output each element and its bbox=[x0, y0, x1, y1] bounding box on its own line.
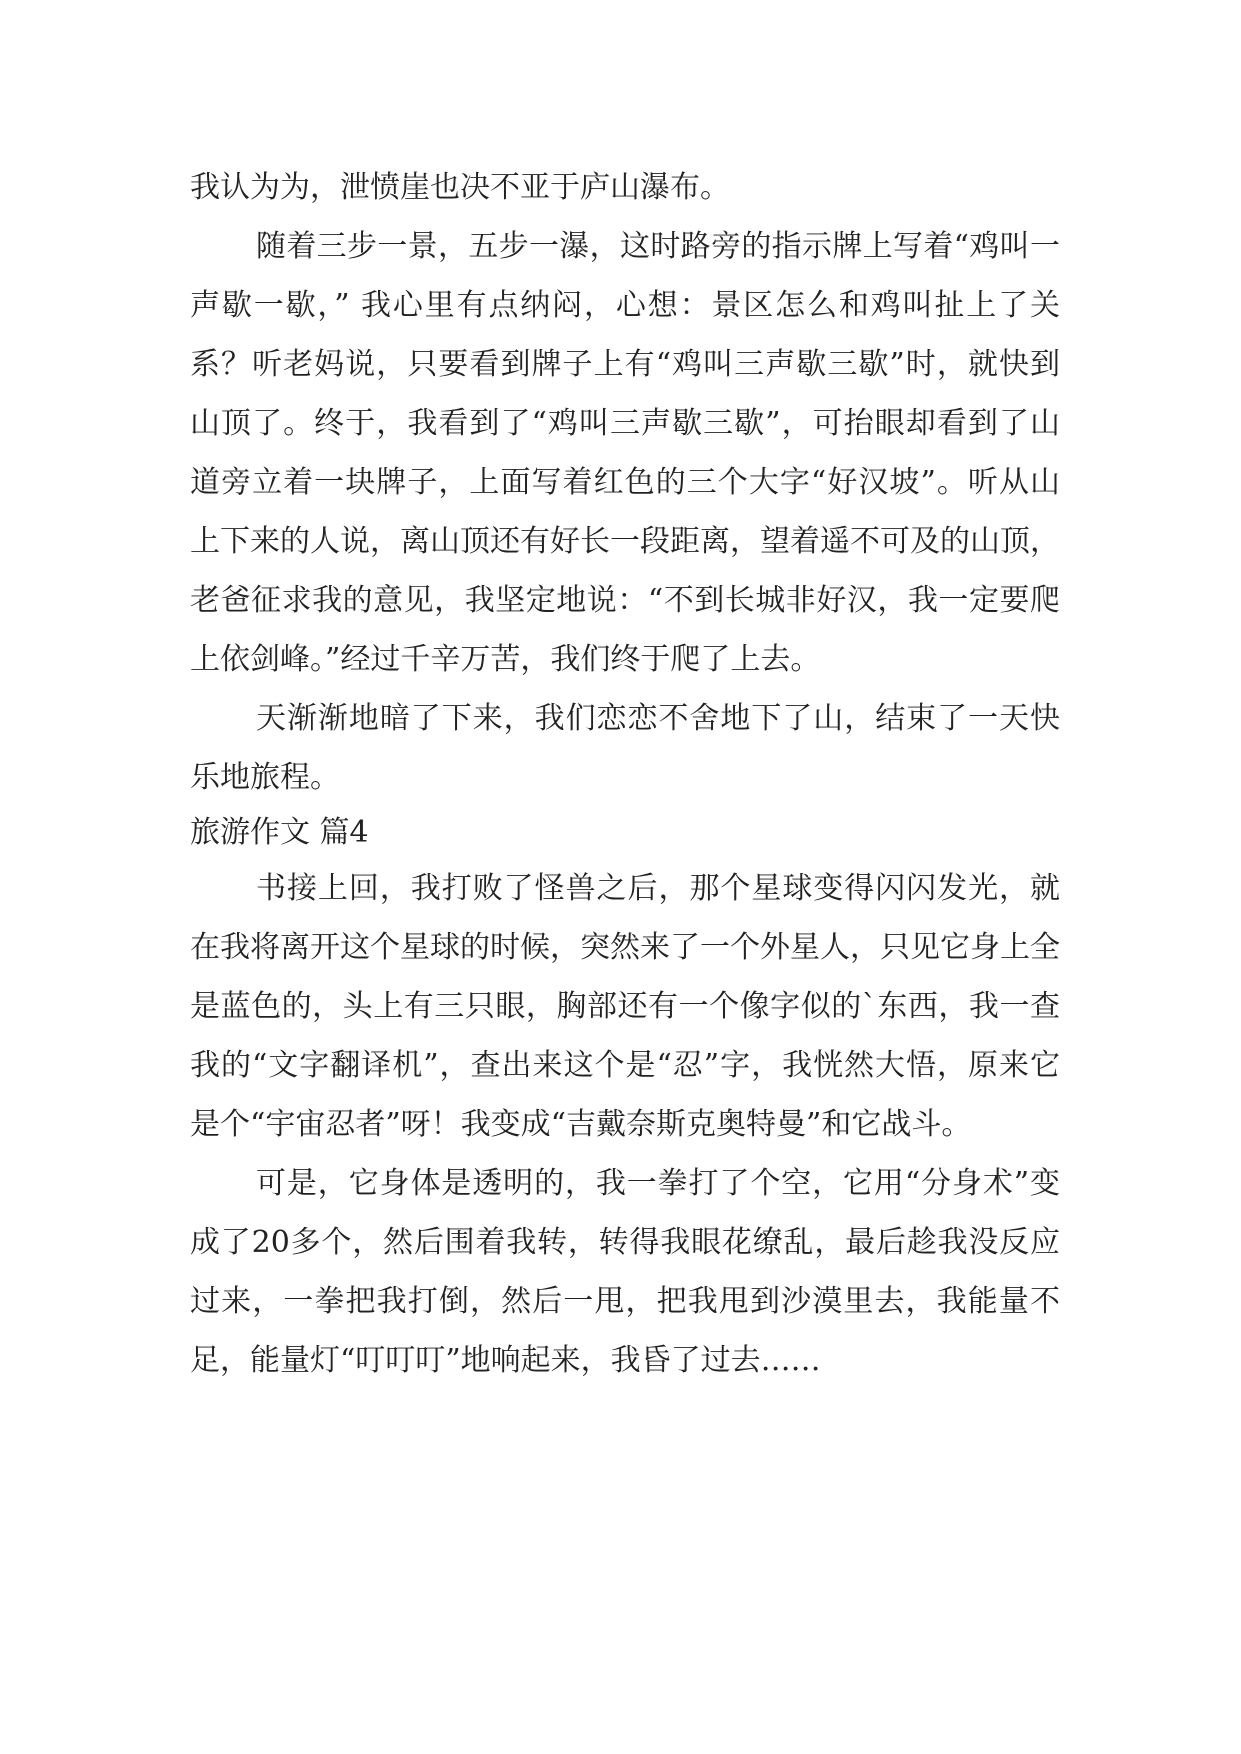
paragraph-5: 可是，它身体是透明的，我一拳打了个空，它用“分身术”变成了20多个，然后围着我转，转得我眼花缭乱，最后趁我没反应过来，一拳把我打倒，然后一甩，把我甩到沙漠里去，我能量不足，能量灯“叮叮叮”地响起来，我昏了过去…… bbox=[190, 1166, 1060, 1378]
paragraph-2: 随着三步一景，五步一瀑，这时路旁的指示牌上写着“鸡叫一声歇一歇，” 我心里有点纳闷，心想：景区怎么和鸡叫扯上了关系？听老妈说，只要看到牌子上有“鸡叫三声歇三歇”时，就快到山顶了。终于，我看到了“鸡叫三声歇三歇”，可抬眼却看到了山道旁立着一块牌子，上面写着红色的三个大字“好汉坡”。听从山上下来的人说，离山顶还有好长一段距离，望着遥不可及的山顶，老爸征求我的意见，我坚定地说：“不到长城非好汉，我一定要爬上依剑峰。”经过千辛万苦，我们终于爬了上去。 bbox=[190, 229, 1060, 677]
paragraph-3: 天渐渐地暗了下来，我们恋恋不舍地下了山，结束了一天快乐地旅程。 bbox=[190, 701, 1060, 795]
paragraph-4: 书接上回，我打败了怪兽之后，那个星球变得闪闪发光，就在我将离开这个星球的时候，突然来了一个外星人，只见它身上全是蓝色的，头上有三只眼，胸部还有一个像字似的`东西，我一查我的“文字翻译机”，查出来这个是“忍”字，我恍然大悟，原来它是个“宇宙忍者”呀！我变成“吉戴奈斯克奥特曼”和它战斗。 bbox=[190, 871, 1060, 1142]
paragraph-1: 我认为为，泄愤崖也决不亚于庐山瀑布。 bbox=[190, 170, 730, 205]
section-heading: 旅游作文 篇4 bbox=[190, 815, 369, 850]
document-page bbox=[190, 158, 1060, 1390]
